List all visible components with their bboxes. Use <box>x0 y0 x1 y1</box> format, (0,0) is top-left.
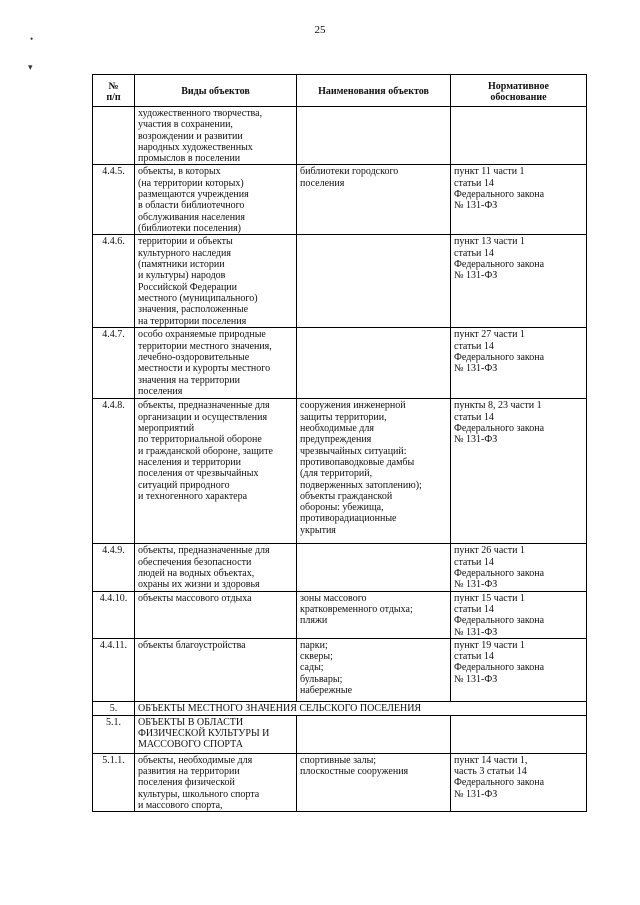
row-object-type: объекты, предназначенные для организации и осуществления мероприятий по территориальной обороне и гражданской обороне, защите населения и территории поселения от чрезвычайных ситуаций природного и техногенного характера <box>135 399 297 544</box>
row-basis: пункт 27 части 1 статьи 14 Федерального закона № 131-ФЗ <box>451 328 587 399</box>
row-basis: пункт 14 части 1, часть 3 статьи 14 Федерального закона № 131-ФЗ <box>451 753 587 811</box>
scan-mark: • <box>30 34 34 44</box>
table-row <box>93 328 587 399</box>
row-object-name: спортивные залы; плоскостные сооружения <box>297 753 451 811</box>
table-row <box>93 753 587 811</box>
subsection-number: 5.1. <box>93 715 135 753</box>
row-object-name <box>297 544 451 591</box>
row-object-type: территории и объекты культурного наследия (памятники истории и культуры) народов Российской Федерации местного (муниципального) значения, расположенные на территории поселения <box>135 235 297 328</box>
row-basis: пункт 19 части 1 статьи 14 Федерального закона № 131-ФЗ <box>451 638 587 701</box>
row-object-type: объекты, необходимые для развития на территории поселения физической культуры, школьного спорта и массового спорта, <box>135 753 297 811</box>
row-object-type: объекты благоустройства <box>135 638 297 701</box>
section-number: 5. <box>93 701 135 715</box>
row-number <box>93 107 135 165</box>
row-object-name: библиотеки городского поселения <box>297 165 451 235</box>
row-number: 5.1.1. <box>93 753 135 811</box>
row-basis: пункт 11 части 1 статьи 14 Федерального закона № 131-ФЗ <box>451 165 587 235</box>
header-object-types: Виды объектов <box>135 75 297 107</box>
table-row <box>93 544 587 591</box>
table-row <box>93 591 587 638</box>
row-object-type: объекты, в которых (на территории которых) размещаются учреждения в области библиотечного обслуживания населения (библиотеки поселения) <box>135 165 297 235</box>
empty-cell <box>451 715 587 753</box>
row-basis: пункт 15 части 1 статьи 14 Федерального закона № 131-ФЗ <box>451 591 587 638</box>
table-row <box>93 638 587 701</box>
row-number: 4.4.11. <box>93 638 135 701</box>
section-title: ОБЪЕКТЫ МЕСТНОГО ЗНАЧЕНИЯ СЕЛЬСКОГО ПОСЕЛЕНИЯ <box>135 701 587 715</box>
header-normative-basis: Нормативное обоснование <box>451 75 587 107</box>
row-basis <box>451 107 587 165</box>
row-object-type: объекты, предназначенные для обеспечения безопасности людей на водных объектах, охраны их жизни и здоровья <box>135 544 297 591</box>
section-row <box>93 701 587 715</box>
table-row <box>93 165 587 235</box>
scan-mark: ▾ <box>28 62 33 72</box>
table-header-row <box>93 75 587 107</box>
row-basis: пункт 13 части 1 статьи 14 Федерального закона № 131-ФЗ <box>451 235 587 328</box>
empty-cell <box>297 715 451 753</box>
row-object-name: зоны массового кратковременного отдыха; пляжи <box>297 591 451 638</box>
row-number: 4.4.8. <box>93 399 135 544</box>
header-object-names: Наименования объектов <box>297 75 451 107</box>
row-number: 4.4.6. <box>93 235 135 328</box>
subsection-title: ОБЪЕКТЫ В ОБЛАСТИ ФИЗИЧЕСКОЙ КУЛЬТУРЫ И МАССОВОГО СПОРТА <box>135 715 297 753</box>
row-object-name <box>297 235 451 328</box>
row-basis: пункты 8, 23 части 1 статьи 14 Федерального закона № 131-ФЗ <box>451 399 587 544</box>
row-object-name <box>297 107 451 165</box>
row-object-name: парки; скверы; сады; бульвары; набережные <box>297 638 451 701</box>
row-object-type: особо охраняемые природные территории местного значения, лечебно-оздоровительные местности и курорты местного значения на территории поселения <box>135 328 297 399</box>
row-number: 4.4.10. <box>93 591 135 638</box>
table-row <box>93 107 587 165</box>
objects-table <box>92 74 587 812</box>
header-number: № п/п <box>93 75 135 107</box>
table-row <box>93 235 587 328</box>
page-number: 25 <box>314 24 326 36</box>
row-object-name <box>297 328 451 399</box>
row-number: 4.4.5. <box>93 165 135 235</box>
row-object-name: сооружения инженерной защиты территории, необходимые для предупреждения чрезвычайных ситуаций: противопаводковые дамбы (для территорий, подверженных затоплению); объекты гражданской обороны: убежища, противорадиационные укрытия <box>297 399 451 544</box>
row-number: 4.4.7. <box>93 328 135 399</box>
row-object-type: объекты массового отдыха <box>135 591 297 638</box>
row-basis: пункт 26 части 1 статьи 14 Федерального закона № 131-ФЗ <box>451 544 587 591</box>
table-row <box>93 399 587 544</box>
row-object-type: художественного творчества, участия в сохранении, возрождении и развитии народных художественных промыслов в поселении <box>135 107 297 165</box>
subsection-row <box>93 715 587 753</box>
row-number: 4.4.9. <box>93 544 135 591</box>
